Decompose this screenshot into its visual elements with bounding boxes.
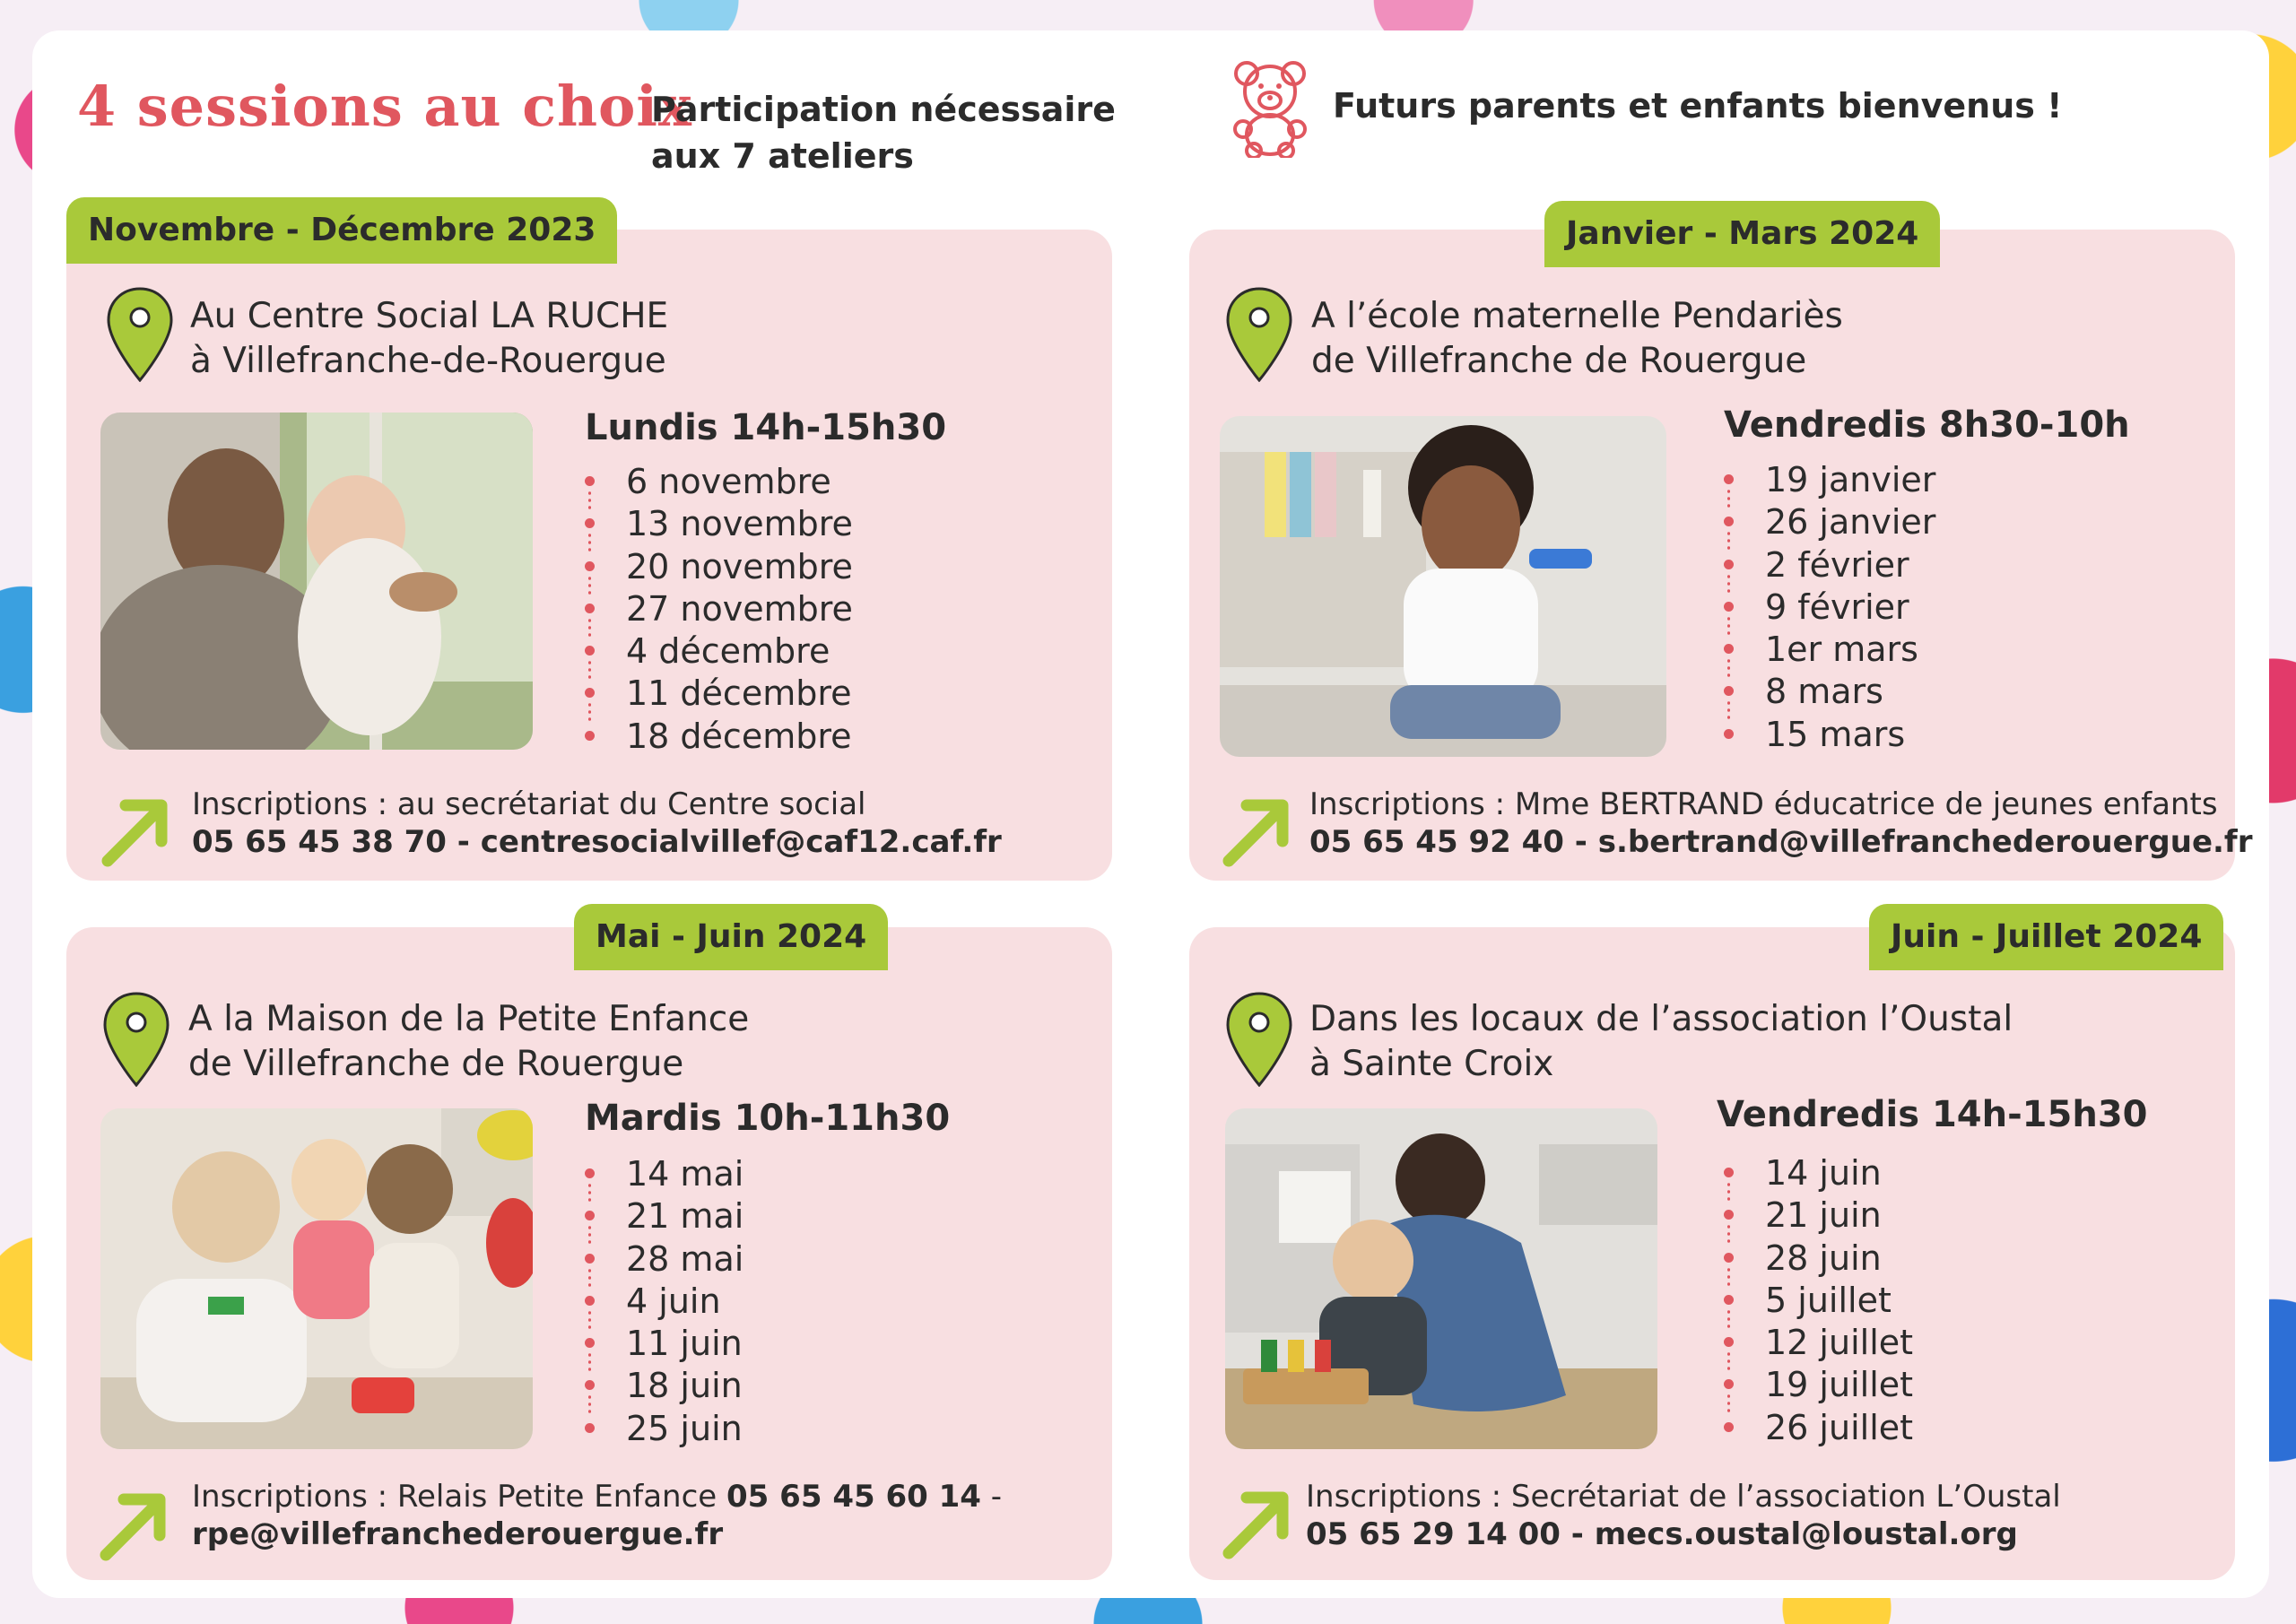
list-item: 18 décembre (585, 716, 853, 758)
list-item: 18 juin (585, 1365, 744, 1407)
location-line-2: à Villefranche-de-Rouergue (190, 341, 666, 381)
list-item: 27 novembre (585, 588, 853, 630)
email-link[interactable]: mecs.oustal@loustal.org (1594, 1516, 2018, 1552)
email-link[interactable]: s.bertrand@villefranchederouergue.fr (1597, 824, 2253, 860)
location-line-1: A l’école maternelle Pendariès (1311, 296, 1843, 336)
list-item: 9 février (1724, 586, 1935, 629)
registration-info (1306, 1478, 2061, 1553)
registration-contact (1309, 823, 2253, 861)
arrow-up-right-icon (97, 1487, 172, 1562)
location-line-2: de Villefranche de Rouergue (188, 1044, 684, 1084)
arrow-up-right-icon (1220, 793, 1295, 868)
registration-contact (1306, 1515, 2061, 1553)
list-item: 28 juin (1724, 1238, 1913, 1280)
session-period-tag: Juin - Juillet 2024 (1869, 904, 2223, 970)
phone-number: 05 65 29 14 00 (1306, 1516, 1561, 1552)
location-pin-icon (1225, 287, 1293, 382)
list-item: 26 juillet (1724, 1407, 1913, 1449)
participation-note (651, 86, 1189, 179)
list-item: 21 mai (585, 1195, 744, 1238)
location-name (190, 294, 668, 384)
list-item: 6 novembre (585, 461, 853, 503)
schedule-title: Lundis 14h-15h30 (585, 407, 947, 448)
list-item: 4 décembre (585, 630, 853, 673)
list-item: 21 juin (1724, 1194, 1913, 1237)
location-line-1: Dans les locaux de l’association l’Oustal (1309, 999, 2013, 1039)
email-link[interactable]: centresocialvillef@caf12.caf.fr (480, 824, 1002, 860)
location-pin-icon (102, 992, 170, 1087)
photo-mother-child (1225, 1108, 1657, 1449)
schedule-title: Vendredis 8h30-10h (1724, 404, 2130, 446)
phone-number: 05 65 45 38 70 (192, 824, 447, 860)
email-link[interactable]: rpe@villefranchederouergue.fr (192, 1516, 724, 1552)
location-line-1: A la Maison de la Petite Enfance (188, 999, 750, 1039)
session-period-tag: Mai - Juin 2024 (574, 904, 888, 970)
registration-text: Inscriptions : au secrétariat du Centre social (192, 786, 866, 822)
arrow-up-right-icon (1220, 1485, 1295, 1560)
date-list (585, 1153, 744, 1450)
session-period-tag: Janvier - Mars 2024 (1544, 201, 1940, 267)
page-title: 4 sessions au choix (77, 74, 692, 139)
list-item: 14 juin (1724, 1152, 1913, 1194)
registration-info (192, 786, 1002, 861)
list-item: 14 mai (585, 1153, 744, 1195)
list-item: 11 juin (585, 1323, 744, 1365)
list-item: 19 juillet (1724, 1364, 1913, 1406)
date-list (585, 461, 853, 758)
contact-separator: - (1560, 1516, 1595, 1552)
date-list (1724, 459, 1935, 756)
schedule-title: Vendredis 14h-15h30 (1717, 1094, 2148, 1135)
contact-separator: - (446, 824, 481, 860)
location-name (1311, 294, 1843, 384)
list-item: 19 janvier (1724, 459, 1935, 501)
location-pin-icon (1225, 992, 1293, 1087)
list-item: 15 mars (1724, 714, 1935, 756)
registration-contact (192, 823, 1002, 861)
registration-info (1309, 786, 2253, 861)
registration-text: Inscriptions : Mme BERTRAND éducatrice de jeunes enfants (1309, 786, 2218, 822)
registration-contact (192, 1515, 1002, 1553)
location-name (1309, 997, 2013, 1087)
list-item: 13 novembre (585, 503, 853, 545)
list-item: 20 novembre (585, 546, 853, 588)
list-item: 8 mars (1724, 671, 1935, 713)
contact-separator: - (1563, 824, 1598, 860)
photo-toddlers-playing (100, 1108, 533, 1449)
list-item: 4 juin (585, 1281, 744, 1323)
welcome-text: Futurs parents et enfants bienvenus ! (1333, 86, 2063, 126)
photo-father-baby (100, 413, 533, 750)
contact-separator: - (980, 1479, 1003, 1515)
date-list (1724, 1152, 1913, 1449)
schedule-title: Mardis 10h-11h30 (585, 1098, 951, 1139)
list-item: 11 décembre (585, 673, 853, 715)
list-item: 5 juillet (1724, 1280, 1913, 1322)
registration-line-1 (192, 1478, 1002, 1515)
registration-text: Inscriptions : Secrétariat de l’association L’Oustal (1306, 1479, 2061, 1515)
participation-line-1: Participation nécessaire (651, 90, 1116, 129)
list-item: 2 février (1724, 544, 1935, 586)
teddy-bear-icon (1227, 57, 1313, 158)
session-period-tag: Novembre - Décembre 2023 (66, 197, 617, 264)
list-item: 26 janvier (1724, 501, 1935, 543)
location-line-1: Au Centre Social LA RUCHE (190, 296, 669, 336)
list-item: 1er mars (1724, 629, 1935, 671)
location-line-2: de Villefranche de Rouergue (1311, 341, 1807, 381)
registration-info (192, 1478, 1002, 1553)
location-pin-icon (106, 287, 174, 382)
registration-text: Inscriptions : Relais Petite Enfance (192, 1479, 727, 1515)
phone-number: 05 65 45 60 14 (726, 1479, 981, 1515)
list-item: 12 juillet (1724, 1322, 1913, 1364)
photo-child-playing (1220, 416, 1666, 757)
list-item: 25 juin (585, 1408, 744, 1450)
list-item: 28 mai (585, 1238, 744, 1281)
arrow-up-right-icon (99, 793, 174, 868)
location-line-2: à Sainte Croix (1309, 1044, 1554, 1084)
phone-number: 05 65 45 92 40 (1309, 824, 1564, 860)
location-name (188, 997, 749, 1087)
participation-line-2: aux 7 ateliers (651, 136, 914, 176)
